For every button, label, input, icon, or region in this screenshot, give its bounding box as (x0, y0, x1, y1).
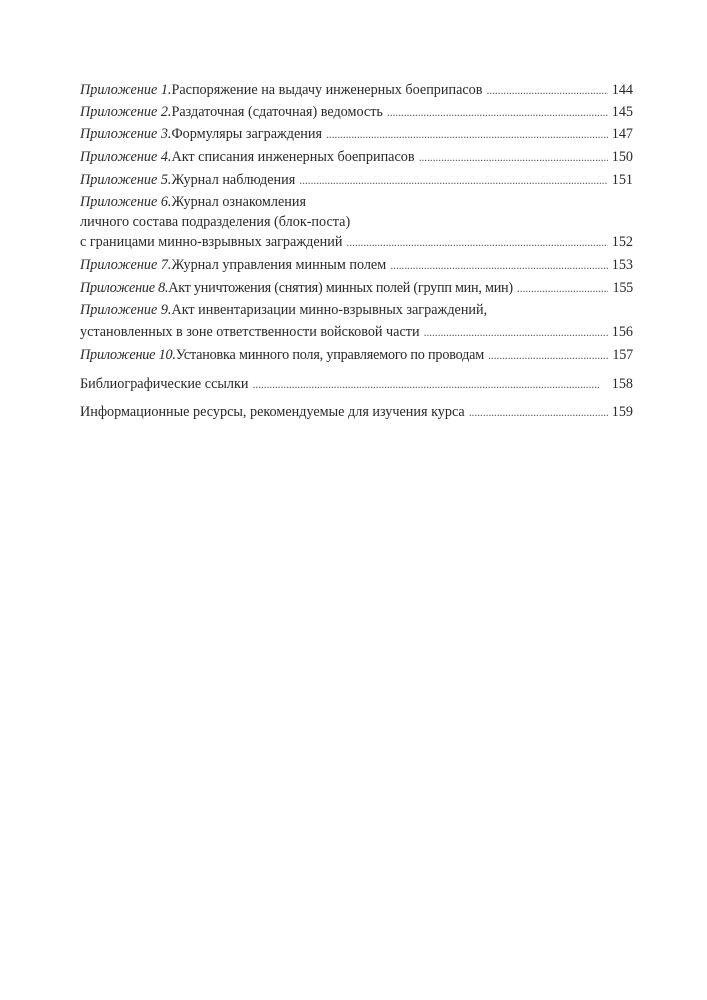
dot-leader (424, 322, 608, 342)
entry-title-line2: установленных в зоне ответственности войсковой части (80, 324, 420, 340)
entry-title: Формуляры заграждения (171, 126, 323, 142)
dot-leader (486, 80, 607, 100)
toc-entry[interactable] (80, 402, 633, 422)
dot-leader (252, 374, 607, 394)
entry-title: Журнал наблюдения (171, 172, 296, 188)
entry-title: Журнал управления минным полем (171, 257, 387, 273)
entry-title: Акт уничтожения (снятия) минных полей (групп мин, мин) (168, 280, 513, 296)
entry-prefix: Приложение 6. (80, 194, 172, 210)
page-number: 158 (611, 376, 633, 392)
entry-prefix: Приложение 9. (80, 302, 172, 318)
page-number: 155 (612, 280, 633, 296)
toc-entry[interactable] (80, 374, 633, 394)
entry-title-line2: личного состава подразделения (блок-поста) (80, 214, 351, 230)
dot-leader (517, 278, 609, 298)
entry-prefix: Приложение 5. (80, 172, 172, 188)
toc-entry-continued (80, 212, 633, 232)
entry-title: Журнал ознакомления (171, 194, 306, 210)
toc-entry[interactable] (80, 278, 633, 298)
page-number: 144 (611, 82, 633, 98)
page-number: 147 (611, 126, 633, 142)
toc-entry-continued (80, 322, 633, 342)
toc-entry[interactable] (80, 192, 633, 212)
toc-entry[interactable] (80, 124, 633, 144)
entry-title: Информационные ресурсы, рекомендуемые для изучения курса (80, 404, 465, 420)
entry-title: Установка минного поля, управляемого по проводам (175, 347, 484, 363)
dot-leader (326, 124, 608, 144)
dot-leader (488, 345, 608, 365)
toc-entry[interactable] (80, 80, 633, 100)
toc-entry[interactable] (80, 255, 633, 275)
page-number: 151 (611, 172, 633, 188)
entry-title: Распоряжение на выдачу инженерных боеприпасов (171, 82, 483, 98)
entry-prefix: Приложение 7. (80, 257, 172, 273)
toc-entry[interactable] (80, 170, 633, 190)
dot-leader (346, 232, 607, 252)
page-number: 156 (611, 324, 633, 340)
page-number: 145 (611, 104, 633, 120)
entry-prefix: Приложение 3. (80, 126, 172, 142)
toc-entry-continued (80, 232, 633, 252)
toc-entry[interactable] (80, 300, 633, 320)
page-number: 159 (611, 404, 633, 420)
entry-title: Раздаточная (сдаточная) ведомость (171, 104, 383, 120)
entry-title: Библиографические ссылки (80, 376, 249, 392)
entry-prefix: Приложение 4. (80, 149, 172, 165)
entry-title: Акт списания инженерных боеприпасов (171, 149, 415, 165)
dot-leader (419, 147, 608, 167)
entry-title-line3: с границами минно-взрывных заграждений (80, 234, 343, 250)
dot-leader (387, 102, 608, 122)
entry-prefix: Приложение 10. (80, 347, 176, 363)
toc-entry[interactable] (80, 147, 633, 167)
entry-title: Акт инвентаризации минно-взрывных заграждений, (171, 302, 488, 318)
dot-leader (390, 255, 608, 275)
entry-prefix: Приложение 1. (80, 82, 172, 98)
page-number: 152 (611, 234, 633, 250)
entry-prefix: Приложение 2. (80, 104, 172, 120)
page-number: 150 (611, 149, 633, 165)
dot-leader (299, 170, 607, 190)
toc-entry[interactable] (80, 102, 633, 122)
page-number: 157 (612, 347, 633, 363)
entry-prefix: Приложение 8. (80, 280, 169, 296)
dot-leader (469, 402, 608, 422)
page-number: 153 (611, 257, 633, 273)
toc-entry[interactable] (80, 345, 633, 365)
